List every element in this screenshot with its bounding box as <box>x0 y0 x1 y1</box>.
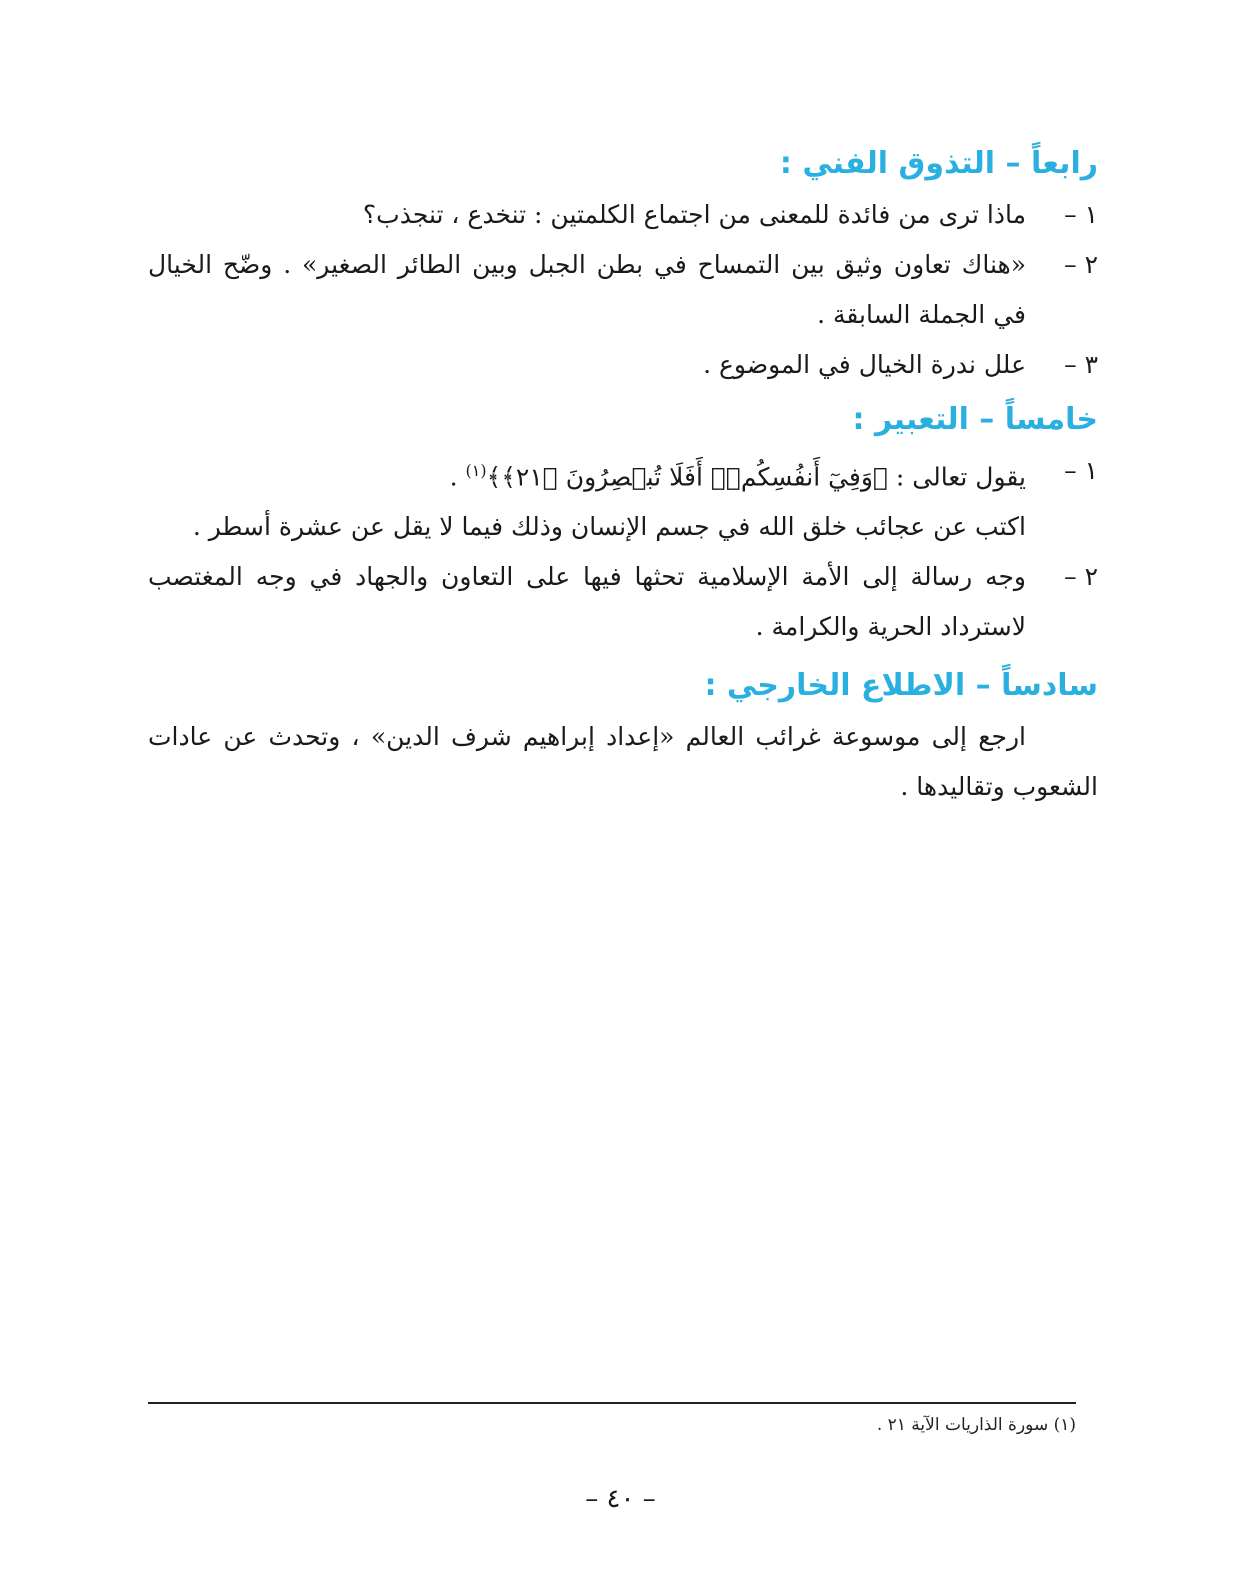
item-text: وجه رسالة إلى الأمة الإسلامية تحثها فيها على التعاون والجهاد في وجه المغتصب لاسترداد الحرية والكرامة . <box>148 562 1026 642</box>
list-item <box>148 240 1098 340</box>
footnote: (١) سورة الذاريات الآية ٢١ . <box>876 1415 1076 1435</box>
section-title: خامساً – التعبير : <box>852 402 1098 437</box>
item-text: «هناك تعاون وثيق بين التمساح في بطن الجبل وبين الطائر الصغير» . وضّح الخيال في الجملة السابقة . <box>148 250 1026 329</box>
list-item <box>148 552 1098 652</box>
item-text: علل ندرة الخيال في الموضوع . <box>703 350 1026 379</box>
section-expression <box>148 394 1098 652</box>
list-item <box>148 340 1098 390</box>
page-content <box>148 138 1098 812</box>
footnote-divider <box>148 1402 1076 1404</box>
section-artistic-taste <box>148 138 1098 390</box>
item-text: ماذا ترى من فائدة للمعنى من اجتماع الكلمتين : تنخدع ، تنجذب؟ <box>362 200 1026 229</box>
item-number: ٢ – <box>1064 562 1098 592</box>
item-number: ٢ – <box>1064 250 1098 279</box>
section-title: رابعاً – التذوق الفني : <box>779 146 1098 181</box>
section-title: سادساً – الاطلاع الخارجي : <box>704 668 1098 704</box>
footnote-marker: (١) <box>465 461 487 480</box>
item-text-continuation: اكتب عن عجائب خلق الله في جسم الإنسان وذلك فيما لا يقل عن عشرة أسطر . <box>192 512 1026 542</box>
item-text <box>148 446 1026 552</box>
section-external-reading <box>148 660 1098 812</box>
list-item <box>148 190 1098 240</box>
item-number: ١ – <box>1064 200 1098 229</box>
item-text-end: . <box>449 462 466 492</box>
item-number: ٣ – <box>1064 350 1098 379</box>
page-number: – ٤٠ – <box>585 1484 656 1514</box>
item-text-intro: يقول تعالى : <box>887 462 1026 492</box>
list-item <box>148 446 1098 552</box>
section-paragraph: ارجع إلى موسوعة غرائب العالم «إعداد إبراهيم شرف الدين» ، وتحدث عن عادات الشعوب وتقاليدها . <box>148 722 1098 802</box>
quran-verse: ﴿وَفِيٓ أَنفُسِكُمۡۚ أَفَلَا تُبۡصِرُونَ ﴿٢١﴾﴾ <box>486 462 888 492</box>
item-number: ١ – <box>1064 456 1098 485</box>
